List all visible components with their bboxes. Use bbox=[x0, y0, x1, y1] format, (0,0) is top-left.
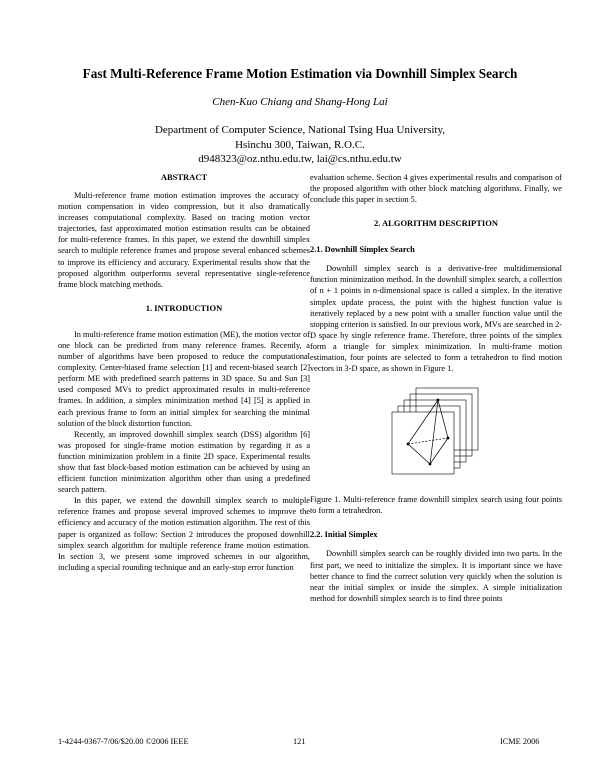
algorithm-paragraph-2: Downhill simplex search can be roughly divided into two parts. In the first part, we need to initialize the simplex. It is important since we have better chance to find the correct solution very quickly when the solution is near the initial simplex or inside the simplex. A simple initialization method for downhill simplex search is to find three points bbox=[310, 549, 562, 603]
simplex-vertex bbox=[407, 443, 410, 446]
intro-heading: 1. INTRODUCTION bbox=[145, 302, 223, 313]
paper-title: Fast Multi-Reference Frame Motion Estimation via Downhill Simplex Search bbox=[82, 66, 518, 81]
left-column bbox=[58, 172, 310, 573]
affiliation-emails: d948323@oz.nthu.edu.tw, lai@cs.nthu.edu.tw bbox=[198, 153, 402, 166]
simplex-vertex bbox=[437, 399, 440, 402]
subsection-heading-2-1: 2.1. Downhill Simplex Search bbox=[310, 245, 415, 255]
affiliation-block bbox=[40, 123, 560, 167]
affiliation-line: Hsinchu 300, Taiwan, R.O.C. bbox=[235, 138, 365, 151]
intro-paragraph-2: Recently, an improved downhill simplex search (DSS) algorithm [6] was proposed for single-frame motion estimation by regarding it as a function minimization problem in a finite 2D space. Experimental results show that fast block-based motion estimation can be achieved by using an efficient function minimization algorithm other than using a predefined search pattern. bbox=[58, 429, 310, 495]
affiliation-line: Department of Computer Science, National Tsing Hua University, bbox=[154, 124, 446, 136]
stacked-reference-frames bbox=[392, 388, 478, 474]
intro-paragraph-1: In multi-reference frame motion estimation (ME), the motion vector of one block can be predicted from many reference frames. Recently, a number of algorithms have been proposed to reduce the computational complexity. Center-biased frame selection [1] and recent-biased search [2] perform ME with predefined search patterns in 3D space. Su and Sun [3] used composed MVs to predict approximated results in multi-reference frames. In addition, a simplex minimization method [4] [5] is applied in each previous frame to form an initial simplex for searching the minimal solution of the block distortion function. bbox=[58, 329, 310, 428]
abstract-heading: ABSTRACT bbox=[160, 172, 208, 182]
simplex-vertex bbox=[429, 463, 432, 466]
intro-paragraph-3-continued: evaluation scheme. Section 4 gives experimental results and comparison of the proposed algorithm with other block matching algorithms. Finally, we conclude this paper in section 5. bbox=[310, 173, 562, 205]
footer-isbn: 1-4244-0367-7/06/$20.00 ©2006 IEEE bbox=[58, 737, 189, 746]
figure-1-tetrahedron bbox=[386, 384, 486, 480]
paper-authors: Chen-Kuo Chiang and Shang-Hong Lai bbox=[212, 96, 388, 108]
intro-paragraph-3: In this paper, we extend the downhill simplex search to multiple reference frames and propose several improved schemes to improve the efficiency and accuracy of the motion estimation algorithm. The rest of this paper is organized as follow: Section 2 introduces the proposed downhill simplex search algorithm for multiple reference frame motion estimation. In section 3, we present some improved schemes in our algorithm, including a special rounding technique and an early-stop error function bbox=[58, 496, 310, 572]
right-column bbox=[310, 172, 562, 604]
footer-page-number: 121 bbox=[293, 737, 306, 746]
algorithm-heading: 2. ALGORITHM DESCRIPTION bbox=[374, 218, 498, 229]
subsection-heading-2-2: 2.2. Initial Simplex bbox=[310, 530, 378, 540]
abstract-text: Multi-reference frame motion estimation improves the accuracy of motion compensation in video compression, but it also dramatically increases computational complexity. Based on tracing motion vector trajectories, fast approximated motion estimation results can be obtained for multi-reference frames. In this paper, we extend the downhill simplex search to multiple reference frames and propose several enhanced schemes to improve its efficiency and accuracy. Experimental results show that the proposed algorithm outperforms several representative single-reference frame block matching methods. bbox=[58, 191, 310, 289]
algorithm-paragraph-1: Downhill simplex search is a derivative-free multidimensional function minimization method. In the downhill simplex search, a collection of n + 1 points in n-dimensional space is called a simplex. In the iterative simplex update process, the point with the highest function value is iteratively replaced by a new point with a smaller function value until the stopping criterion is satisfied. In our previous work, MVs are searched in 2-D space by single reference frame. Therefore, three points of the simplex form a triangle for simplex minimization. In multi-frame motion estimation, four points are selected to form a tetrahedron to find motion vectors in 3-D space, as shown in Figure 1. bbox=[310, 264, 562, 374]
footer-conference: ICME 2006 bbox=[500, 737, 540, 746]
figure-1-caption: Figure 1. Multi-reference frame downhill simplex search using four points to form a tetrahedron. bbox=[310, 495, 562, 516]
simplex-vertex bbox=[447, 437, 450, 440]
